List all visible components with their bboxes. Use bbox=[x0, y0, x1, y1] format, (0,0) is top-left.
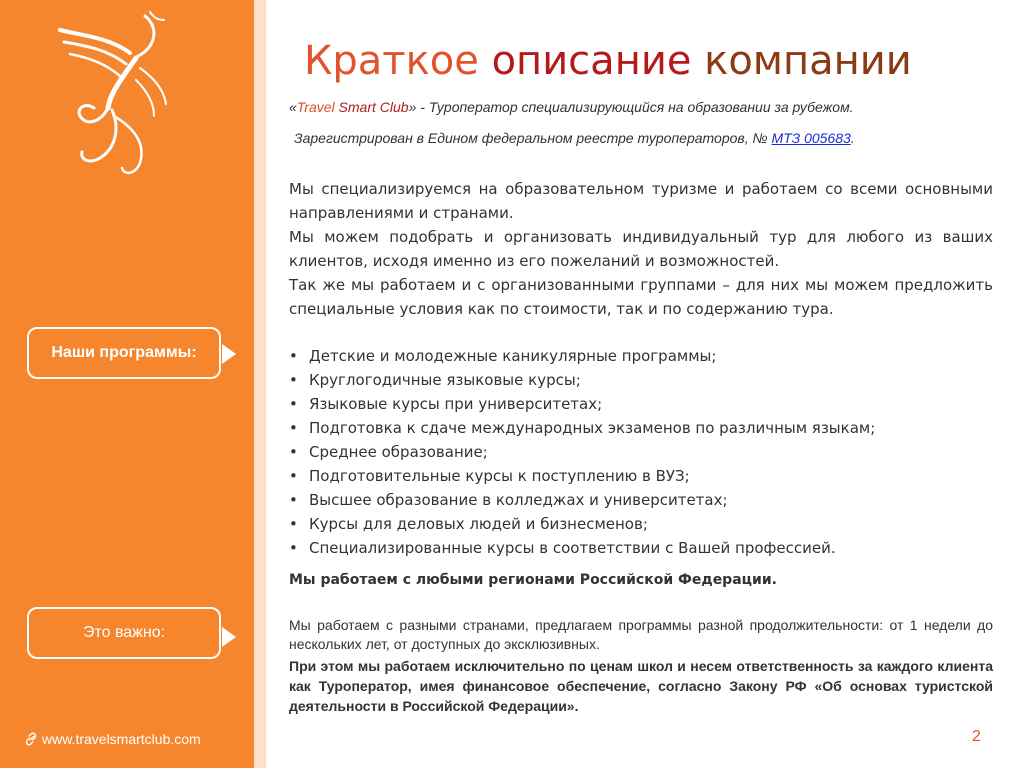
registration-line bbox=[294, 130, 855, 146]
sidebar bbox=[0, 0, 254, 768]
link-icon bbox=[24, 732, 38, 746]
list-item: • Курсы для деловых людей и бизнесменов; bbox=[289, 512, 993, 536]
programs-list bbox=[289, 344, 993, 560]
quote-open: « bbox=[289, 99, 297, 115]
website-link[interactable] bbox=[24, 731, 201, 747]
sidebar-stripe bbox=[254, 0, 266, 768]
registration-text: Зарегистрирован в Едином федеральном реестре туроператоров, № bbox=[294, 130, 768, 146]
countries-text: Мы работаем с разными странами, предлагаем программы разной продолжительности: от 1 недели до нескольких лет, от доступных до эксклюзивных. bbox=[289, 617, 993, 652]
regions-statement: Мы работаем с любыми регионами Российской Федерации. bbox=[289, 572, 777, 588]
phoenix-bird-logo bbox=[50, 8, 180, 183]
page-number: 2 bbox=[972, 728, 981, 745]
about-paragraphs bbox=[289, 177, 993, 321]
title-word-1: Краткое bbox=[304, 38, 479, 84]
programs-callout bbox=[27, 327, 221, 379]
brand-smart-club: Smart Club bbox=[338, 99, 409, 115]
paragraph: Так же мы работаем и с организованными группами – для них мы можем предложить специальные условия как по стоимости, так и по содержанию тура. bbox=[289, 276, 993, 318]
title-word-3: компании bbox=[704, 38, 912, 84]
website-url[interactable]: www.travelsmartclub.com bbox=[42, 731, 201, 747]
registration-end: . bbox=[850, 130, 855, 146]
important-callout bbox=[27, 607, 221, 659]
paragraph: Мы специализируемся на образовательном туризме и работаем со всеми основными направлениями и странами. bbox=[289, 180, 993, 222]
list-item: • Высшее образование в колледжах и университетах; bbox=[289, 488, 993, 512]
important-callout-label: Это важно: bbox=[82, 624, 166, 641]
list-item: • Круглогодичные языковые курсы; bbox=[289, 368, 993, 392]
list-item: • Специализированные курсы в соответствии с Вашей профессией. bbox=[289, 536, 993, 560]
company-description: - Туроператор специализирующийся на образовании за рубежом. bbox=[416, 99, 854, 115]
programs-callout-label: Наши программы: bbox=[51, 344, 197, 361]
list-item: • Языковые курсы при университетах; bbox=[289, 392, 993, 416]
registration-number-link[interactable]: МТЗ 005683 bbox=[771, 130, 851, 146]
list-item: • Среднее образование; bbox=[289, 440, 993, 464]
triangle-right-icon bbox=[222, 627, 236, 647]
list-item: • Подготовка к сдаче международных экзаменов по различным языкам; bbox=[289, 416, 993, 440]
triangle-right-icon bbox=[222, 344, 236, 364]
company-intro bbox=[289, 99, 854, 115]
brand-travel: Travel bbox=[296, 99, 335, 115]
paragraph: Мы можем подобрать и организовать индивидуальный тур для любого из ваших клиентов, исходя именно из его пожеланий и возможностей. bbox=[289, 228, 993, 270]
list-item: • Детские и молодежные каникулярные программы; bbox=[289, 344, 993, 368]
page-title bbox=[304, 36, 912, 86]
commitment-text: При этом мы работаем исключительно по ценам школ и несем ответственность за каждого клиента как Туроператор, имея финансовое обеспечение, согласно Закону РФ «Об основах туристской деятельности в Российской Федерации». bbox=[289, 658, 993, 714]
list-item: • Подготовительные курсы к поступлению в ВУЗ; bbox=[289, 464, 993, 488]
title-word-2: описание bbox=[491, 38, 692, 84]
quote-close: » bbox=[408, 99, 417, 115]
